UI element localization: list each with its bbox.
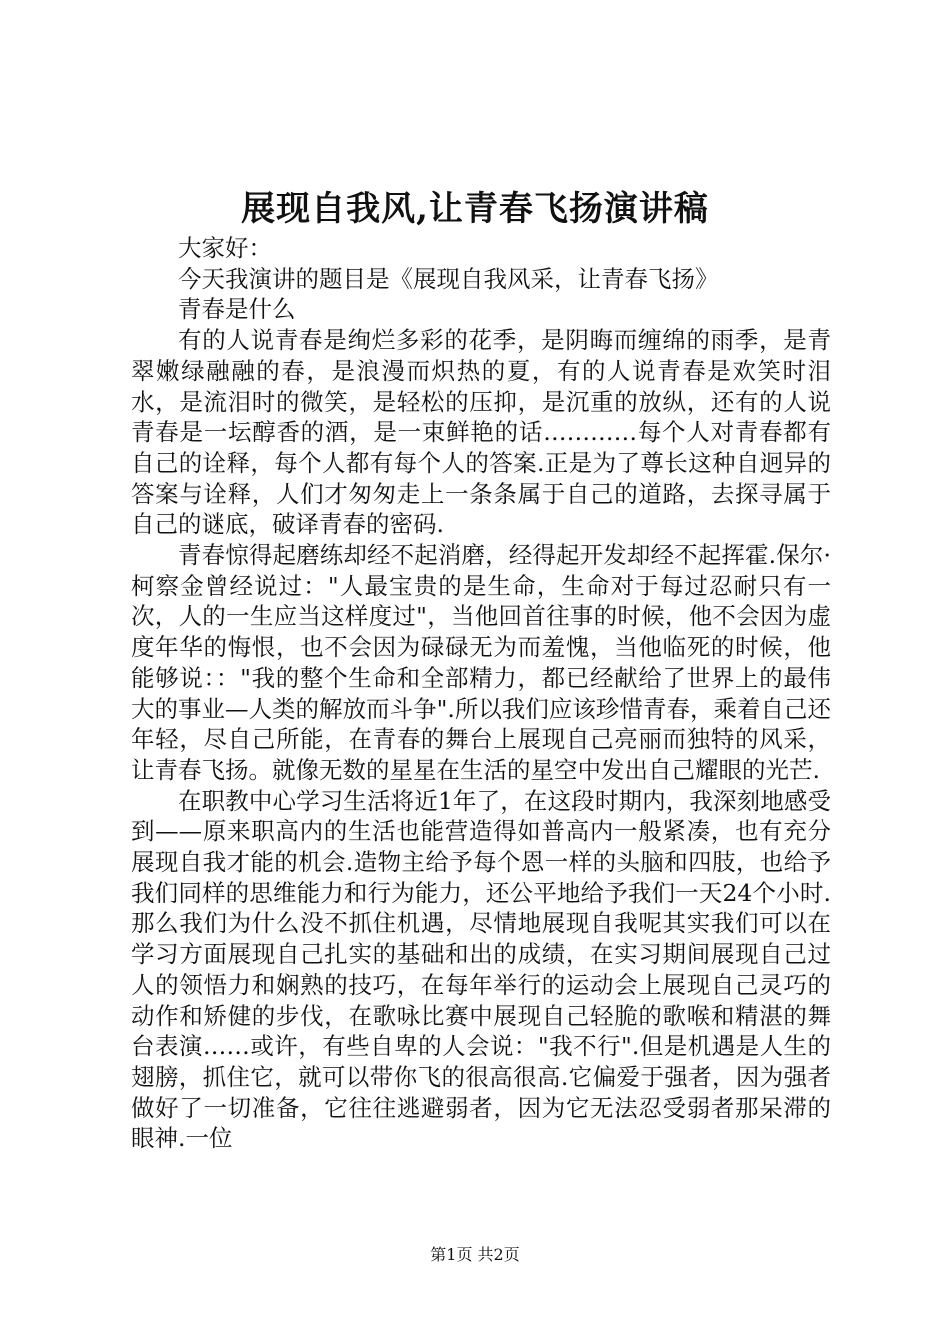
document-body [131,233,831,1154]
paragraph: 青春惊得起磨练却经不起消磨，经得起开发却经不起挥霍.保尔·柯察金曾经说过："人最宝贵的是生命，生命对于每过忍耐只有一次，人的一生应当这样度过"，当他回首往事的时候，他不会因为虚度年华的悔恨，也不会因为碌碌无为而羞愧，当他临死的时候，他能够说：："我的整个生命和全部精力，都已经献给了世界上的最伟大的事业—人类的解放而斗争".所以我们应该珍惜青春，乘着自己还年轻，尽自己所能，在青春的舞台上展现自己亮丽而独特的风采，让青春飞扬。就像无数的星星在生活的星空中发出自己耀眼的光芒. [131,541,831,784]
paragraph: 有的人说青春是绚烂多彩的花季，是阴晦而缠绵的雨季，是青翠嫩绿融融的春，是浪漫而炽热的夏，有的人说青春是欢笑时泪水，是流泪时的微笑，是轻松的压抑，是沉重的放纵，还有的人说青春是一坛醇香的酒，是一束鲜艳的话…………每个人对青春都有自己的诠释，每个人都有每个人的答案.正是为了尊长这种自迥异的答案与诠释，人们才匆匆走上一条条属于自己的道路，去探寻属于自己的谜底，破译青春的密码. [131,326,831,539]
paragraph-question: 青春是什么 [178,295,296,324]
page-number-footer: 第1页 共2页 [430,1245,520,1264]
paragraph-greeting: 大家好： [178,234,272,262]
document-title: 展现自我风,让青春飞扬演讲稿 [241,189,709,229]
paragraph: 在职教中心学习生活将近1年了，在这段时期内，我深刻地感受到——原来职高内的生活也能营造得如普高内一般紧凑，也有充分展现自我才能的机会.造物主给予每个恩一样的头脑和四肢，也给予我们同样的思维能力和行为能力，还公平地给予我们一天24个小时.那么我们为什么没不抓住机遇，尽情地展现自我呢其实我们可以在学习方面展现自己扎实的基础和出的成绩，在实习期间展现自己过人的领悟力和娴熟的技巧，在每年举行的运动会上展现自己灵巧的动作和矫健的步伐，在歌咏比赛中展现自己轻脆的歌喉和精湛的舞台表演……或许，有些自卑的人会说："我不行".但是机遇是人生的翅膀，抓住它，就可以带你飞的很高很高.它偏爱于强者，因为强者做好了一切准备，它往往逃避弱者，因为它无法忍受弱者那呆滞的眼神.一位 [131,786,831,1153]
paragraph-topic: 今天我演讲的题目是《展现自我风采，让青春飞扬》 [178,264,719,293]
